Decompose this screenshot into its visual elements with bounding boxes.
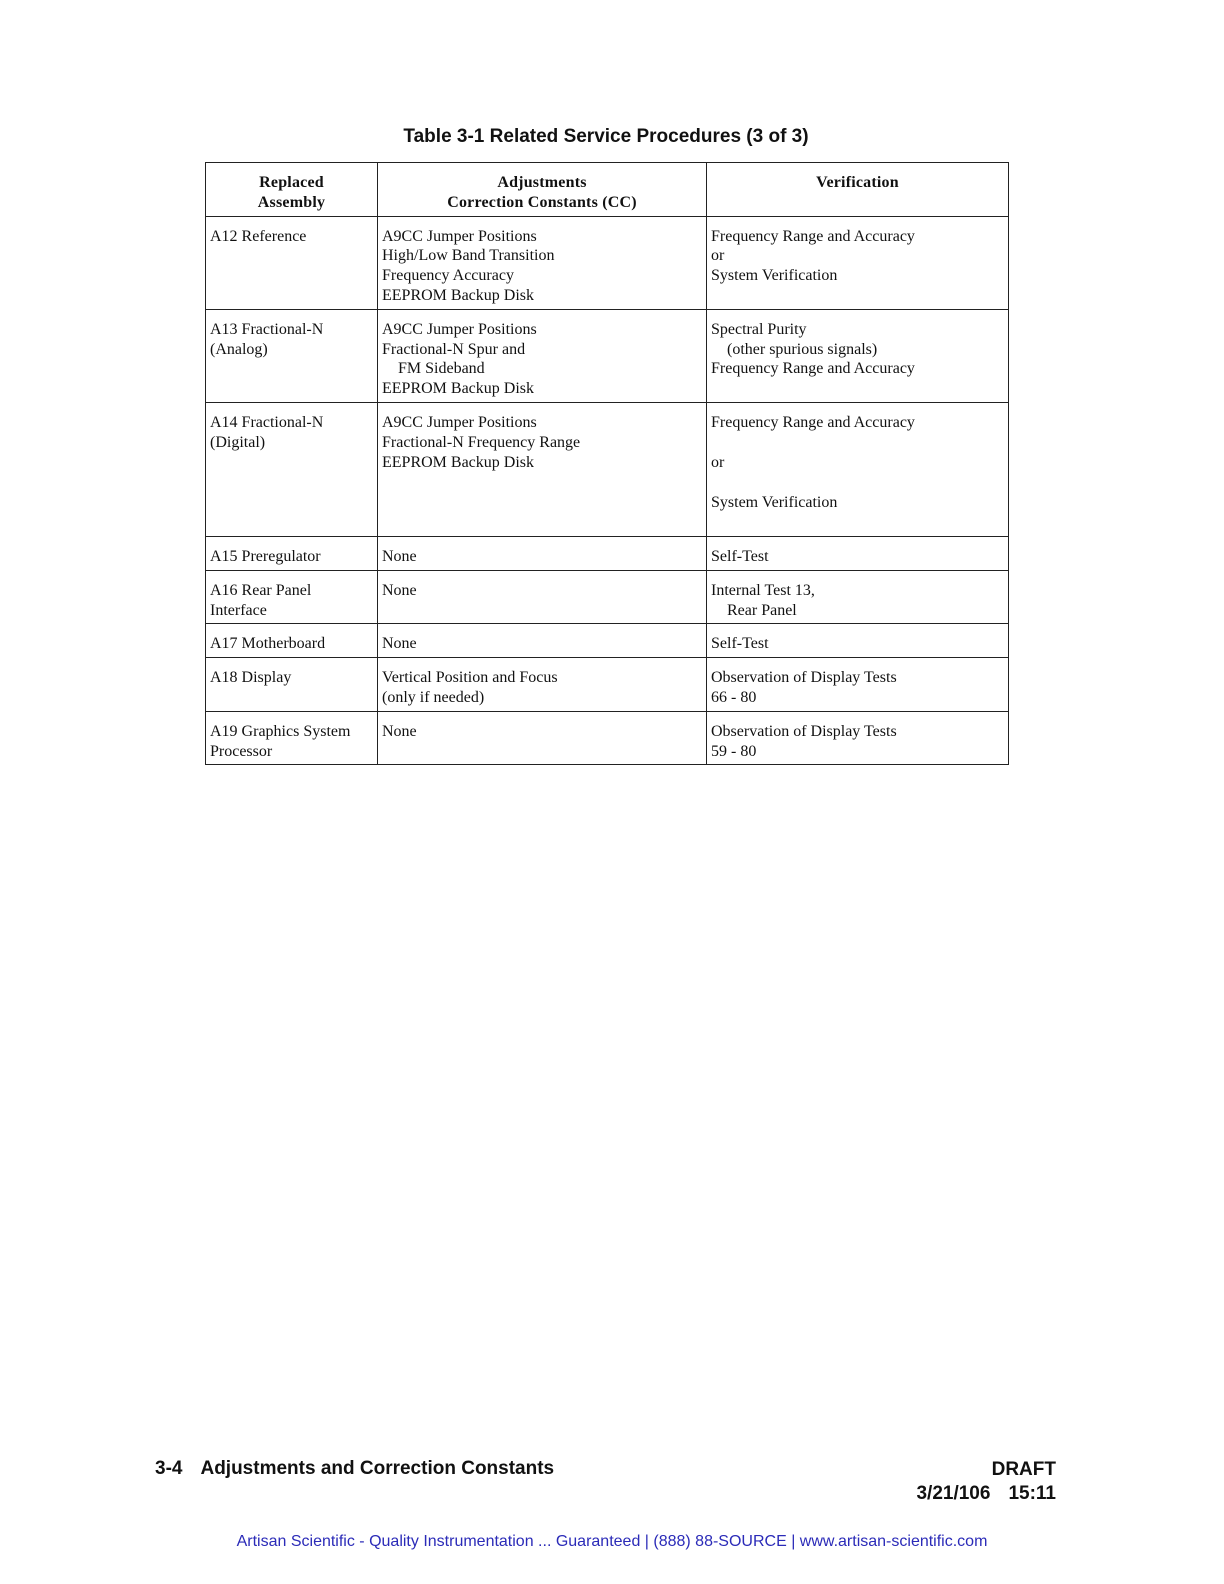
verification-cell: Observation of Display Tests 66 - 80 bbox=[707, 658, 1009, 712]
adjustments-cell: None bbox=[378, 570, 707, 624]
table-row bbox=[206, 309, 1009, 402]
draft-label: DRAFT bbox=[991, 1459, 1056, 1480]
page-footer-right bbox=[916, 1458, 1056, 1506]
draft-time: 15:11 bbox=[1008, 1483, 1056, 1504]
assembly-cell: A18 Display bbox=[206, 658, 378, 712]
table-row bbox=[206, 658, 1009, 712]
verification-cell: Internal Test 13, Rear Panel bbox=[707, 570, 1009, 624]
assembly-cell: A13 Fractional-N (Analog) bbox=[206, 309, 378, 402]
table-row bbox=[206, 216, 1009, 309]
verification-cell: Spectral Purity (other spurious signals) Frequency Range and Accuracy bbox=[707, 309, 1009, 402]
adjustments-cell: None bbox=[378, 536, 707, 570]
assembly-cell: A15 Preregulator bbox=[206, 536, 378, 570]
page-footer-left bbox=[155, 1458, 554, 1480]
draft-date: 3/21/106 bbox=[916, 1483, 991, 1504]
adjustments-cell: Vertical Position and Focus (only if needed) bbox=[378, 658, 707, 712]
table-row bbox=[206, 536, 1009, 570]
assembly-cell: A19 Graphics System Processor bbox=[206, 711, 378, 765]
verification-cell: Self-Test bbox=[707, 624, 1009, 658]
verification-cell: Observation of Display Tests 59 - 80 bbox=[707, 711, 1009, 765]
table-title: Table 3-1 Related Service Procedures (3 of 3) bbox=[403, 126, 809, 147]
assembly-cell: A12 Reference bbox=[206, 216, 378, 309]
adjustments-cell: A9CC Jumper Positions Fractional-N Frequency Range EEPROM Backup Disk bbox=[378, 402, 707, 536]
vendor-banner: Artisan Scientific - Quality Instrumentation ... Guaranteed | (888) 88-SOURCE | www.artisan-scientific.com bbox=[236, 1533, 988, 1550]
adjustments-cell: None bbox=[378, 624, 707, 658]
table-row bbox=[206, 570, 1009, 624]
service-procedures-table bbox=[205, 162, 1009, 765]
adjustments-cell: A9CC Jumper Positions Fractional-N Spur and FM Sideband EEPROM Backup Disk bbox=[378, 309, 707, 402]
page-number: 3-4 bbox=[155, 1458, 183, 1479]
table-row bbox=[206, 402, 1009, 536]
header-adjustments: Adjustments Correction Constants (CC) bbox=[378, 163, 707, 217]
assembly-cell: A17 Motherboard bbox=[206, 624, 378, 658]
verification-cell: Frequency Range and Accuracy or System Verification bbox=[707, 402, 1009, 536]
adjustments-cell: A9CC Jumper Positions High/Low Band Transition Frequency Accuracy EEPROM Backup Disk bbox=[378, 216, 707, 309]
table-row bbox=[206, 711, 1009, 765]
assembly-cell: A16 Rear Panel Interface bbox=[206, 570, 378, 624]
table-row bbox=[206, 624, 1009, 658]
section-title: Adjustments and Correction Constants bbox=[200, 1458, 555, 1479]
verification-cell: Self-Test bbox=[707, 536, 1009, 570]
verification-cell: Frequency Range and Accuracy or System Verification bbox=[707, 216, 1009, 309]
header-verification: Verification bbox=[707, 163, 1009, 217]
assembly-cell: A14 Fractional-N (Digital) bbox=[206, 402, 378, 536]
table-header-row bbox=[206, 163, 1009, 217]
header-replaced-assembly: Replaced Assembly bbox=[206, 163, 378, 217]
adjustments-cell: None bbox=[378, 711, 707, 765]
